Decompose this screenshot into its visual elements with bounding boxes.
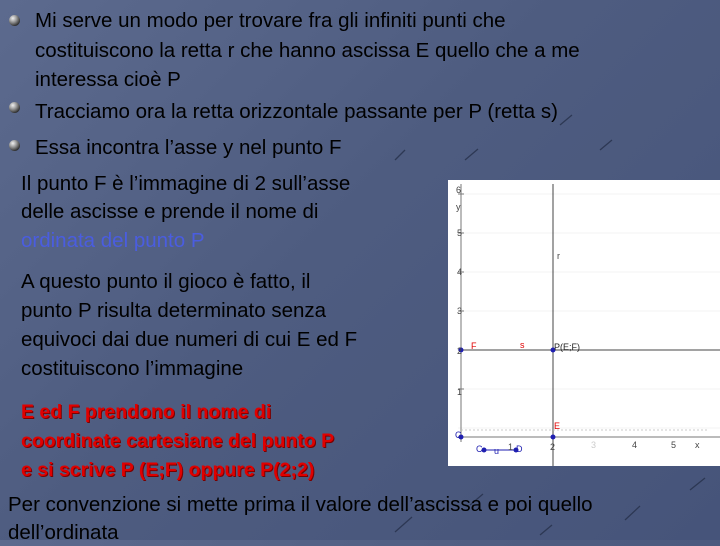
y-tick-5: 5 [457,228,463,238]
y-tick-3: 3 [457,306,463,316]
bullet-2: Tracciamo ora la retta orizzontale passante per P (retta s) [35,100,558,123]
x-tick-3: 3 [591,440,597,450]
line-r-label: r [557,251,560,261]
point-p-label: P(E;F) [554,342,580,352]
point-c2-label: C [476,444,483,454]
x-tick-2: 2 [550,442,556,452]
graph-svg [448,180,720,466]
x-tick-5: 5 [671,440,677,450]
bullet-icon [9,140,20,151]
bullet-1-line-3: interessa cioè P [35,68,181,91]
label-u: u [494,446,500,456]
para2-line-2: punto P risulta determinato senza [21,299,327,322]
y-axis-label: y [456,202,461,212]
x-tick-1: 1 [508,442,514,452]
cartesian-graph [448,180,720,466]
point-e-label: E [554,421,561,431]
point-c-label: C [455,430,462,440]
para2-line-3: equivoci dai due numeri di cui E ed F [21,328,358,351]
para4-line-2: dell’ordinata [8,521,119,544]
line-s-label: s [520,340,525,350]
y-tick-6: 6 [456,185,462,195]
y-tick-1: 1 [457,387,463,397]
para3-line-2: coordinate cartesiane del punto P [21,430,335,452]
point-f-label: F [471,341,477,351]
point-e [551,435,556,440]
para3-line-1: E ed F prendono il nome di [21,401,272,423]
y-tick-4: 4 [457,267,463,277]
bullet-icon [9,102,20,113]
bullet-1-line-1: Mi serve un modo per trovare fra gli infiniti punti che [35,9,506,32]
para3-line-3: e si scrive P (E;F) oppure P(2;2) [21,459,315,481]
para1-line-2: delle ascisse e prende il nome di [21,200,319,223]
ordinata-highlight: ordinata del punto P [21,229,205,252]
y-tick-2: 2 [457,346,463,356]
para2-line-4: costituiscono l’immagine [21,357,244,380]
bullet-3: Essa incontra l’asse y nel punto F [35,136,342,159]
para2-line-1: A questo punto il gioco è fatto, il [21,270,311,293]
x-tick-4: 4 [632,440,638,450]
para1-line-1: Il punto F è l’immagine di 2 sull’asse [21,172,351,195]
point-d-label: D [516,444,523,454]
para4-line-1: Per convenzione si mette prima il valore dell’ascissa e poi quello [8,493,593,516]
bullet-icon [9,15,20,26]
bullet-1-line-2: costituiscono la retta r che hanno ascissa E quello che a me [35,39,580,62]
x-axis-label: x [695,440,700,450]
